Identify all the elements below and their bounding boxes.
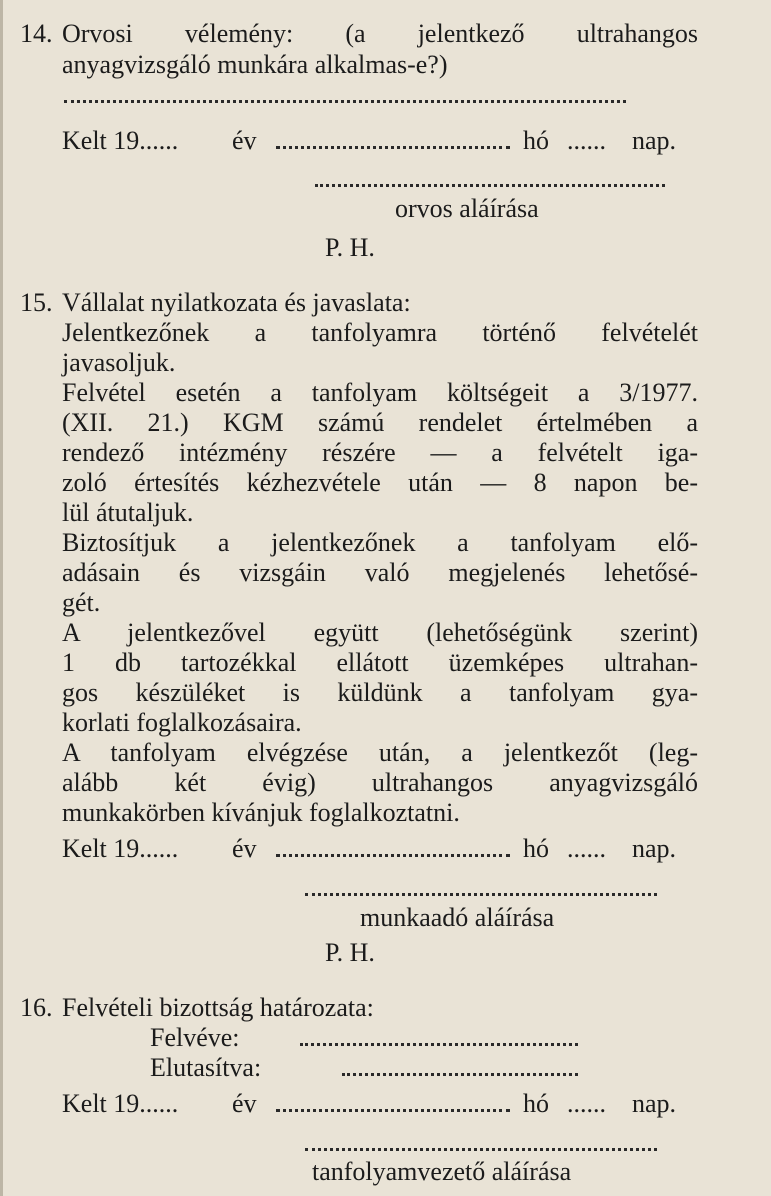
accepted-field[interactable]	[300, 1043, 578, 1046]
date-ho-label: hó	[523, 834, 549, 863]
statement-line: lül átutaljuk.	[62, 498, 194, 527]
signature-label: tanfolyamvezető aláírása	[312, 1157, 572, 1186]
section-title-cont: anyagvizsgáló munkára alkalmas-e?)	[62, 50, 448, 79]
statement-line: Biztosítjuk a jelentkezőnek a tanfolyam elő-	[62, 528, 698, 557]
section-title: Felvételi bizottság határozata:	[62, 993, 374, 1022]
day-field[interactable]: ......	[567, 834, 606, 863]
month-field[interactable]	[276, 146, 510, 149]
date-ev-label: év	[232, 834, 257, 863]
statement-line: A tanfolyam elvégzése után, a jelentkezőt (leg-	[62, 738, 698, 767]
date-nap-label: nap.	[632, 1089, 677, 1118]
stamp-label: P. H.	[325, 938, 375, 967]
statement-line: munkakörben kívánjuk foglalkoztatni.	[62, 798, 460, 827]
signature-field[interactable]	[315, 184, 665, 187]
statement-line: alább két évig) ultrahangos anyagvizsgáló	[62, 768, 698, 797]
statement-line: (XII. 21.) KGM számú rendelet értelmében a	[62, 408, 698, 437]
day-field[interactable]: ......	[567, 1089, 606, 1118]
page-edge	[0, 0, 3, 1196]
accepted-label: Felvéve:	[150, 1023, 240, 1052]
statement-line: Felvétel esetén a tanfolyam költségeit a 3/1977.	[62, 378, 698, 407]
section-number: 16.	[20, 993, 53, 1022]
section-number: 14.	[20, 19, 53, 48]
date-ev-label: év	[232, 1089, 257, 1118]
date-nap-label: nap.	[632, 834, 677, 863]
date-nap-label: nap.	[632, 126, 677, 155]
section-title: Vállalat nyilatkozata és javaslata:	[62, 288, 411, 317]
signature-field[interactable]	[305, 1148, 657, 1151]
date-ho-label: hó	[523, 126, 549, 155]
date-ev-label: év	[232, 126, 257, 155]
signature-label: munkaadó aláírása	[360, 903, 555, 932]
date-ho-label: hó	[523, 1089, 549, 1118]
rejected-label: Elutasítva:	[150, 1053, 262, 1082]
statement-line: korlati foglalkozásaira.	[62, 708, 302, 737]
date-year: Kelt 19......	[62, 834, 179, 863]
day-field[interactable]: ......	[567, 126, 606, 155]
signature-field[interactable]	[305, 893, 657, 896]
signature-label: orvos aláírása	[395, 194, 539, 223]
month-field[interactable]	[276, 1109, 510, 1112]
date-year: Kelt 19......	[62, 1089, 179, 1118]
statement-line: zoló értesítés kézhezvétele után — 8 napon be-	[62, 468, 698, 497]
statement-line: javasoljuk.	[62, 348, 176, 377]
statement-line: A jelentkezővel együtt (lehetőségünk szerint)	[62, 618, 698, 647]
section-title: Orvosi vélemény: (a jelentkező ultrahangos	[62, 19, 698, 48]
stamp-label: P. H.	[325, 233, 375, 262]
section-number: 15.	[20, 288, 53, 317]
statement-line: Jelentkezőnek a tanfolyamra történő felvételét	[62, 318, 698, 347]
statement-line: rendező intézmény részére — a felvételt iga-	[62, 438, 698, 467]
statement-line: 1 db tartozékkal ellátott üzemképes ultrahan-	[62, 648, 698, 677]
statement-line: gét.	[62, 588, 101, 617]
statement-line: gos készüléket is küldünk a tanfolyam gya-	[62, 678, 698, 707]
date-year: Kelt 19......	[62, 126, 179, 155]
opinion-field[interactable]	[64, 100, 626, 103]
statement-line: adásain és vizsgáin való megjelenés lehetősé-	[62, 558, 698, 587]
month-field[interactable]	[276, 854, 510, 857]
rejected-field[interactable]	[342, 1073, 578, 1076]
